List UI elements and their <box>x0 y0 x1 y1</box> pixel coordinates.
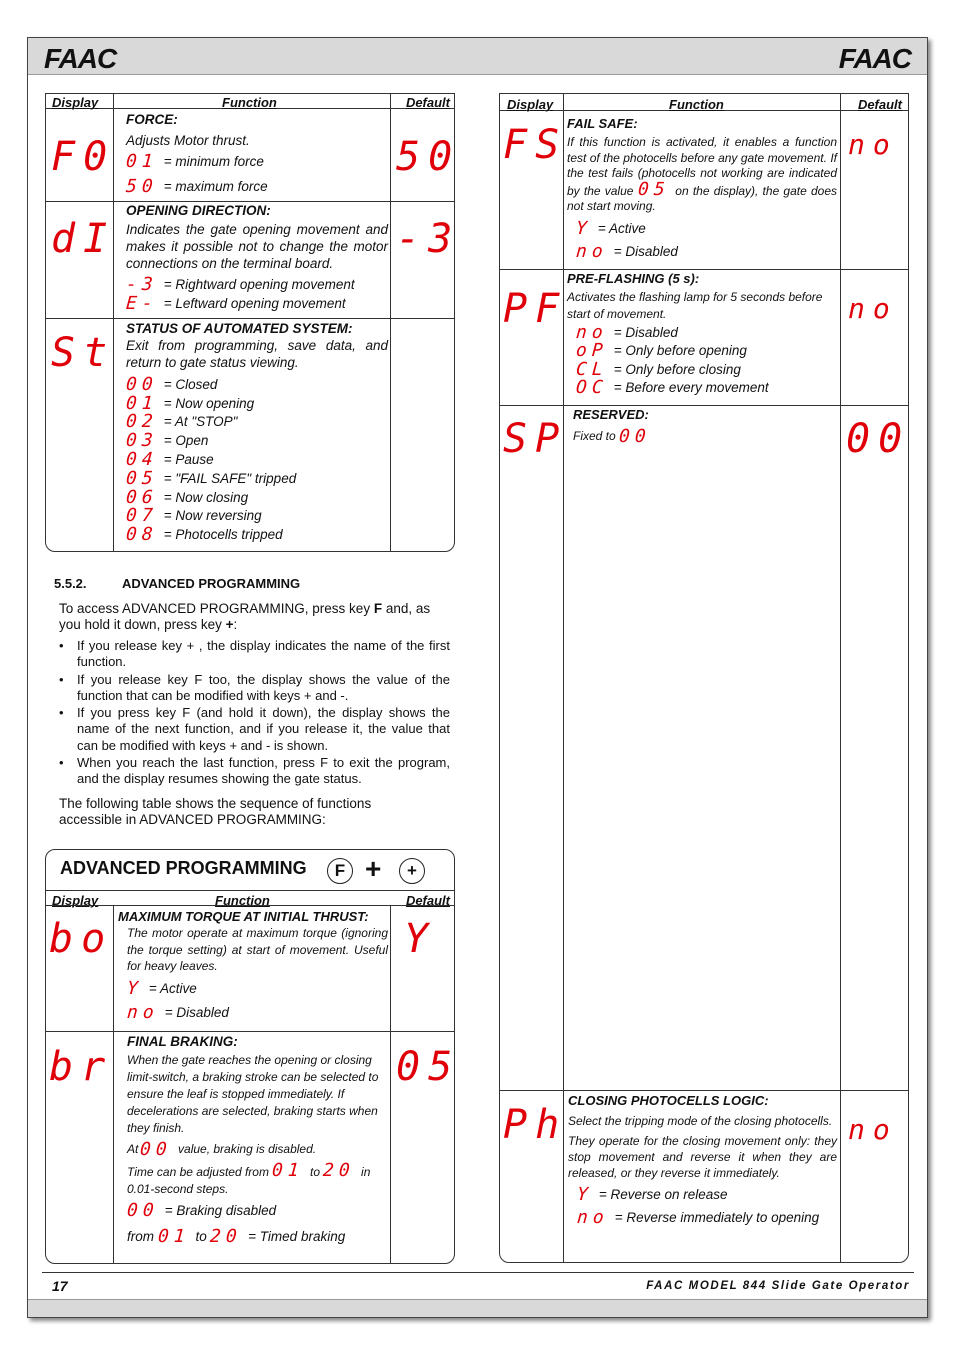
header-bar <box>28 38 927 75</box>
option-code: -3 <box>125 274 159 295</box>
option-code: 01 <box>125 392 159 414</box>
function-title: FINAL BRAKING: <box>127 1034 238 1049</box>
option-label: = Open <box>163 433 209 449</box>
footer-rule <box>42 1272 914 1273</box>
option-label: = Photocells tripped <box>163 527 283 543</box>
list-item: • If you release key F too, the display shows the value of the function that can be modified with keys + and -. <box>59 672 450 705</box>
display-code: St <box>51 330 116 376</box>
display-code: bo <box>49 916 114 962</box>
option-label: = Pause <box>163 452 214 468</box>
row-divider <box>500 1090 908 1091</box>
option-code: CL <box>575 358 609 380</box>
option-label: = maximum force <box>163 179 268 194</box>
faac-logo-right: FAAC <box>838 43 911 74</box>
display-code: PF <box>503 286 568 332</box>
faac-logo-left: FAAC <box>44 43 117 74</box>
key-plus-icon: + <box>399 858 425 884</box>
default-value: no <box>848 292 898 325</box>
option-code: 08 <box>125 524 159 546</box>
display-code: Ph <box>503 1102 568 1148</box>
option-row <box>576 323 837 342</box>
display-code: F0 <box>51 134 116 180</box>
option-code: 00 <box>125 373 159 395</box>
function-desc: When the gate reaches the opening or closing limit-switch, a braking stroke can be selected to ensure the leaf is stopped immediately. If decelerations are selected, braking starts when they finish. <box>127 1053 379 1135</box>
col-function: Function <box>222 95 277 110</box>
option-code: 01 <box>125 151 159 172</box>
option-code: oP <box>575 340 609 362</box>
display-code: SP <box>503 416 568 462</box>
col-display: Display <box>52 95 99 110</box>
option-row <box>126 488 388 507</box>
option-code: no <box>575 321 609 343</box>
option-code: 07 <box>125 505 159 527</box>
table-row: RESERVED: Fixed to 00 <box>573 407 652 447</box>
section-number: 5.5.2. <box>54 576 87 591</box>
basic-programming-table <box>45 93 461 552</box>
row-divider <box>46 318 454 319</box>
option-label: = Rightward opening movement <box>163 277 355 292</box>
table-row <box>126 202 388 313</box>
list-item: • If you release key + , the display indicates the name of the first function. <box>59 638 450 671</box>
option-row <box>576 360 837 379</box>
default-value: 50 <box>396 134 461 180</box>
option-row <box>126 507 388 526</box>
table-row: CLOSING PHOTOCELLS LOGIC: Select the tripping mode of the closing photocells. They operate for the closing movement only: they stop movement and reverse it when they are released, or they reverse it immediately. Y = Reverse on release no = Reverse immediately to opening <box>568 1093 837 1228</box>
option-code: 50 <box>125 176 159 197</box>
default-value: 05 <box>396 1044 461 1090</box>
adv-title: ADVANCED PROGRAMMING <box>60 858 307 878</box>
table-row <box>126 320 388 544</box>
option-label: = Closed <box>163 376 218 392</box>
option-row <box>126 394 388 413</box>
option-code: 03 <box>125 430 159 452</box>
option-label: = Disabled <box>613 324 678 340</box>
list-item: • If you press key F (and hold it down), the display shows the name of the next function, and if you release it, the value that can be modified with keys + and - is shown. <box>59 705 450 754</box>
table-row: PRE-FLASHING (5 s): Activates the flashing lamp for 5 seconds before start of movement. no = Disabled oP = Only before opening CL = Only before closing OC = Before every movement <box>567 270 837 397</box>
function-desc: The motor operate at maximum torque (ignoring the torque setting) at start of movement. Useful for heavy leaves. <box>127 926 388 973</box>
closing-text: The following table shows the sequence of functions accessible in ADVANCED PROGRAMMING: <box>59 796 372 827</box>
default-value: 00 <box>846 416 911 462</box>
intro-text: To access ADVANCED PROGRAMMING, press key F and, as you hold it down, press key +: <box>59 601 431 632</box>
option-row <box>126 431 388 450</box>
table-header <box>46 94 454 109</box>
function-desc: Indicates the gate opening movement and makes it possible not to change the motor connections on the terminal board. <box>126 222 388 271</box>
model-caption: FAAC MODEL 844 Slide Gate Operator <box>646 1280 910 1292</box>
default-value: Y <box>404 916 437 962</box>
option-label: = Now opening <box>163 395 255 411</box>
option-label: = Leftward opening movement <box>163 296 346 311</box>
option-label: = "FAIL SAFE" tripped <box>163 470 297 486</box>
section-title: ADVANCED PROGRAMMING <box>122 576 301 591</box>
default-value: -3 <box>396 216 461 262</box>
option-row <box>126 375 388 394</box>
default-value: no <box>848 1113 898 1146</box>
option-code: 05 <box>125 467 159 489</box>
key-f-icon: F <box>327 858 353 884</box>
table-row: MAXIMUM TORQUE AT INITIAL THRUST: The motor operate at maximum torque (ignoring the torque setting) at start of movement. Useful for heavy leaves. Y = Active no = Disabled <box>118 909 388 1023</box>
option-row <box>576 379 837 398</box>
divider <box>390 94 391 551</box>
option-row <box>126 525 388 544</box>
display-code: br <box>49 1044 114 1090</box>
option-label: = Only before opening <box>613 343 747 359</box>
option-code: OC <box>575 377 609 399</box>
function-title: STATUS OF AUTOMATED SYSTEM: <box>126 321 353 336</box>
row-divider <box>46 1031 454 1032</box>
default-value: no <box>848 128 898 161</box>
function-title: FORCE: <box>126 112 178 127</box>
option-code: 04 <box>125 449 159 471</box>
advanced-programming-table <box>45 849 461 1264</box>
list-item: • When you reach the last function, press F to exit the program, and the display resumes showing the gate status. <box>59 755 450 788</box>
option-row <box>126 413 388 432</box>
table-header: Display Function Default <box>46 890 454 906</box>
option-label: = minimum force <box>163 154 264 169</box>
divider <box>390 906 391 1263</box>
table-row <box>126 111 388 196</box>
option-label: = Now closing <box>163 489 249 505</box>
page-number: 17 <box>52 1278 68 1294</box>
table-header: Display Function Default <box>500 94 908 111</box>
option-row <box>126 450 388 469</box>
plus-sign: + <box>365 853 382 884</box>
option-code: E- <box>125 293 159 314</box>
display-code: dI <box>51 216 116 262</box>
instruction-list <box>59 638 450 789</box>
advanced-programming-table-continued <box>499 93 909 1263</box>
function-title: MAXIMUM TORQUE AT INITIAL THRUST: <box>118 909 369 924</box>
option-label: = At "STOP" <box>163 414 238 430</box>
col-default: Default <box>405 95 450 110</box>
table-row: FINAL BRAKING: When the gate reaches the opening or closing limit-switch, a braking stroke can be selected to ensure the leaf is stopped immediately. If decelerations are selected, braking starts when they finish. At 00 value, braking is disabled. Time can be adjusted from 01 to 20 in 0.01-second steps. 00 = Braking disabled from 01 to 20 = Timed braking <box>127 1033 389 1246</box>
table-row: FAIL SAFE: If this function is activated, it enables a function test of the photocells before any gate movement. If the test fails (photocells not working are indicated by the value 05 on the display), the gate does not start moving. Y = Active no = Disabled <box>567 116 837 262</box>
option-row <box>126 469 388 488</box>
function-desc: Exit from programming, save data, and return to gate status viewing. <box>126 338 388 370</box>
option-label: = Before every movement <box>613 380 769 396</box>
option-row <box>576 342 837 361</box>
footer-bar <box>28 1299 927 1317</box>
option-label: = Now reversing <box>163 508 262 524</box>
display-code: FS <box>503 122 568 168</box>
option-label: = Only before closing <box>613 361 741 377</box>
option-code: 02 <box>125 411 159 433</box>
function-desc: Adjusts Motor thrust. <box>126 133 250 148</box>
function-title: OPENING DIRECTION: <box>126 203 271 218</box>
option-code: 06 <box>125 486 159 508</box>
